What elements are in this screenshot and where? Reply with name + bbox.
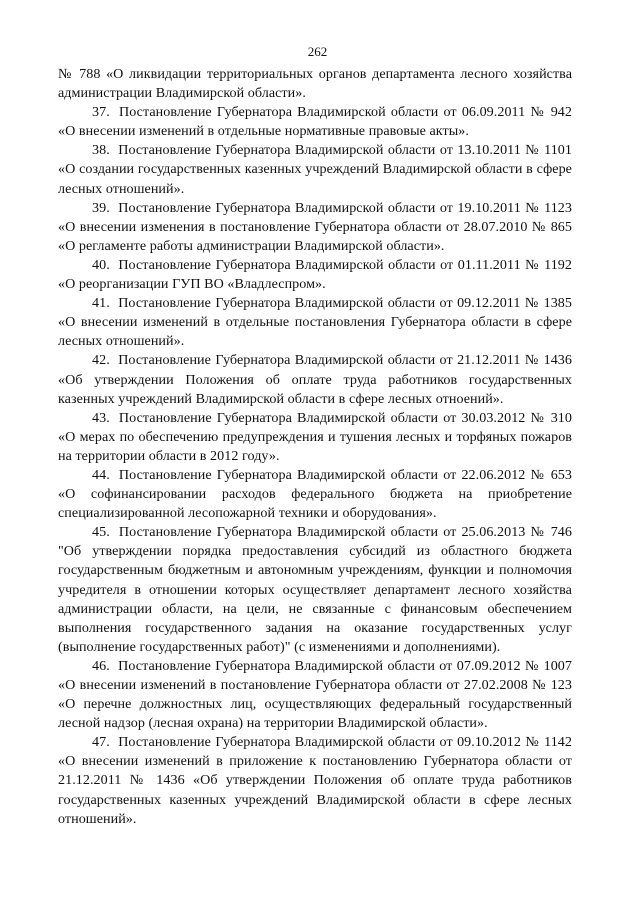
list-item-text: Постановление Губернатора Владимирской области от 25.06.2013 № 746 "Об утверждении порядка предоставления субсидий из областного бюджета государственным бюджетным и автономным учреждениям, функции и полномочия учредителя в отношении которых осуществляет департамент лесного хозяйства администрации области, на цели, не связанные с финансовым обеспечением выполнения государственного задания на оказание государственных услуг (выполнение государственных работ)" (с изменениями и дополнениями).	[58, 524, 572, 655]
list-item	[58, 141, 572, 198]
list-item-text: Постановление Губернатора Владимирской области от 07.09.2012 № 1007 «О внесении изменений в постановление Губернатора области от 27.02.2008 № 123 «О перечне должностных лиц, осуществляющих федеральный государственный лесной надзор (лесная охрана) на территории Владимирской области».	[58, 657, 572, 732]
list-item-number: 39.	[92, 199, 110, 216]
page-number: 262	[307, 44, 328, 59]
list-item-number: 47.	[92, 734, 110, 751]
list-item-text: Постановление Губернатора Владимирской области от 13.10.2011 № 1101 «О создании государственных казенных учреждений Владимирской области в сфере лесных отношений».	[58, 142, 572, 197]
list-item	[58, 523, 572, 657]
list-item-text: Постановление Губернатора Владимирской области от 19.10.2011 № 1123 «О внесении изменения в постановление Губернатора области от 28.07.2010 № 865 «О регламенте работы администрации Владимирской области».	[58, 199, 572, 254]
continuation-paragraph: № 788 «О ликвидации территориальных органов департамента лесного хозяйства администрации Владимирской области».	[58, 66, 572, 102]
list-item	[58, 351, 572, 408]
list-item-number: 40.	[92, 256, 110, 273]
list-item-text: Постановление Губернатора Владимирской области от 21.12.2011 № 1436 «Об утверждении Положения об оплате труда работников государственных казенных учреждений Владимирской области в сфере лесных отноений».	[58, 352, 572, 407]
list-item	[58, 294, 572, 351]
list-item-text: Постановление Губернатора Владимирской области от 01.11.2011 № 1192 «О реорганизации ГУП ВО «Владлеспром».	[58, 256, 573, 293]
list-item	[58, 103, 572, 141]
list-item-number: 44.	[92, 466, 110, 483]
list-item	[58, 409, 572, 466]
list-item-number: 42.	[92, 352, 110, 369]
list-item	[58, 256, 572, 294]
list-item-number: 45.	[92, 524, 110, 541]
list-item-number: 37.	[92, 104, 110, 121]
list-item-number: 38.	[92, 142, 110, 159]
document-body	[58, 65, 572, 829]
list-item-text: Постановление Губернатора Владимирской области от 30.03.2012 № 310 «О мерах по обеспечению предупреждения и тушения лесных и торфяных пожаров на территории области в 2012 году».	[58, 409, 572, 464]
list-item	[58, 466, 572, 523]
list-item-text: Постановление Губернатора Владимирской области от 09.10.2012 № 1142 «О внесении изменений в приложение к постановлению Губернатора области от 21.12.2011 № 1436 «Об утверждении Положения об оплате труда работников государственных казенных учреждений Владимирской области в сфере лесных отношений».	[58, 734, 572, 827]
list-item-number: 43.	[92, 409, 110, 426]
list-item-number: 46.	[92, 657, 110, 674]
list-item	[58, 733, 572, 828]
list-item	[58, 657, 572, 733]
list-item-number: 41.	[92, 295, 110, 312]
list-item	[58, 199, 572, 256]
list-item-text: Постановление Губернатора Владимирской области от 09.12.2011 № 1385 «О внесении изменений в отдельные постановления Губернатора области в сфере лесных отношений».	[58, 295, 572, 350]
list-item-text: Постановление Губернатора Владимирской области от 22.06.2012 № 653 «О софинансировании расходов федерального бюджета на приобретение специализированной лесопожарной техники и оборудования».	[58, 466, 572, 522]
list-item-text: Постановление Губернатора Владимирской области от 06.09.2011 № 942 «О внесении изменений в отдельные нормативные правовые акты».	[58, 104, 573, 140]
